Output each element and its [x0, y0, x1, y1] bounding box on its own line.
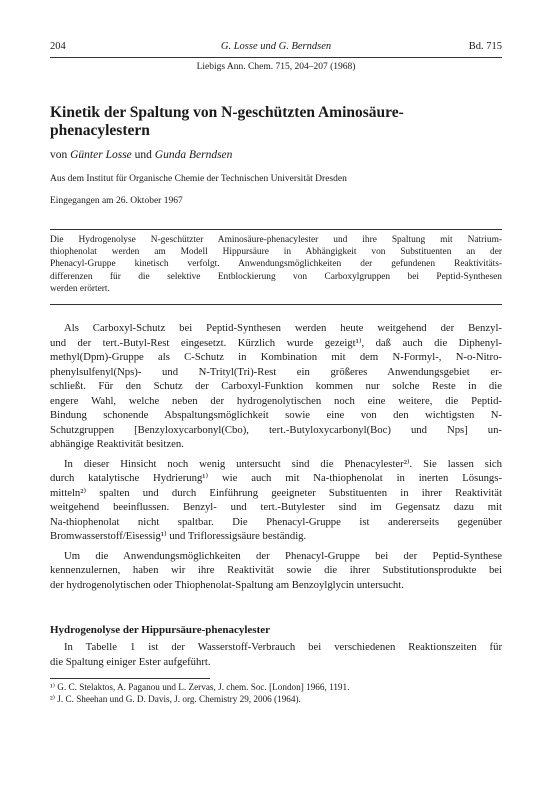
article-title	[50, 104, 502, 140]
abstract-line: Die Hydrogenolyse N-geschützter Aminosäure-phenacylester und ihre Spaltung mit Natrium-	[50, 235, 502, 245]
section-body	[50, 640, 502, 669]
paragraph-2	[50, 457, 502, 544]
body-line: kennenzulernen, haben wir ihre Reaktivität sowie die ihrer Substitutionsprodukte bei	[50, 564, 502, 576]
section-heading: Hydrogenolyse der Hippursäure-phenacylester	[50, 624, 270, 636]
author-1: Günter Losse	[70, 149, 132, 161]
footnote-2: ²⁾ J. C. Sheehan und G. D. Davis, J. org. Chemistry 29, 2006 (1964).	[50, 694, 301, 704]
body-line: Bromwasserstoff/Eisessig¹⁾ und Trifloressigsäure beständig.	[50, 530, 307, 542]
author-2: Gunda Berndsen	[154, 149, 233, 161]
journal-citation: Liebigs Ann. Chem. 715, 204–207 (1968)	[196, 62, 356, 72]
title-line-2: phenacylestern	[50, 122, 150, 139]
body-line: In Tabelle 1 ist der Wasserstoff-Verbrauch bei verschiedenen Reaktionszeiten für	[64, 641, 502, 653]
volume-label: Bd. 715	[468, 41, 502, 52]
body-line: durch katalytische Hydrierung¹⁾ wie auch mit Na-thiophenolat in inerten Lösungs-	[50, 472, 502, 484]
running-head-authors: G. Losse und G. Berndsen	[220, 41, 332, 52]
paragraph-1	[50, 321, 502, 452]
body-line: Um die Anwendungsmöglichkeiten der Phenacyl-Gruppe bei der Peptid-Synthese	[64, 549, 502, 562]
body-line: Als Carboxyl-Schutz bei Peptid-Synthesen werden heute weitgehend der Benzyl-	[64, 322, 502, 334]
body-line: Na-thiophenolat nicht spaltbar. Die Phenacyl-Gruppe ist andererseits gegenüber	[50, 515, 502, 528]
received-date: Eingegangen am 26. Oktober 1967	[50, 196, 183, 206]
body-line: weitgehend beeinflussen. Benzyl- und tert.-Butylester sind im Gegensatz dazu mit	[50, 501, 502, 513]
abstract-line: Phenacyl-Gruppe kinetisch verfolgt. Anwendungsmöglichkeiten der gefundenen Reaktivitäts-	[50, 259, 502, 270]
byline	[50, 149, 502, 161]
body-line: abhängige Reaktivität besitzen.	[50, 438, 184, 450]
abstract-line: thiophenolat werden am Modell Hippursäure in Abhängigkeit von Substituenten an der	[50, 247, 502, 258]
affiliation: Aus dem Institut für Organische Chemie der Technischen Universität Dresden	[50, 174, 347, 184]
byline-und: und	[134, 149, 152, 161]
body-line: engere Wahl, welche neben der hydrogenolytischen noch eine weitere, die Peptid-	[50, 394, 502, 407]
abstract-line: differenzen für die selektive Entblockierung von Carboxylgruppen bei Peptid-Synthesen	[50, 271, 502, 282]
body-line: phenylsulfenyl(Nps)- und N-Trityl(Tri)-Rest ein größeres Anwendungsgebiet er-	[50, 365, 502, 378]
abstract	[50, 234, 502, 295]
footnotes	[50, 681, 502, 705]
abstract-line: werden erörtert.	[50, 283, 110, 294]
abstract-rule-bottom	[50, 304, 502, 305]
paragraph-3	[50, 549, 502, 593]
body-line: Schutzgruppen [Benzyloxycarbonyl(Cbo), tert.-Butyloxycarbonyl(Boc) und Nps] un-	[50, 423, 502, 436]
body-line: Bindung schonende Abspaltungsmöglichkeit sowie eine von den wichtigsten N-	[50, 409, 502, 421]
article-body	[50, 321, 502, 597]
page-number: 204	[50, 41, 66, 52]
footnote-1: ¹⁾ G. C. Stelaktos, A. Paganou und L. Zervas, J. chem. Soc. [London] 1966, 1191.	[50, 682, 350, 692]
header-rule	[50, 57, 502, 58]
body-line: mitteln²⁾ spalten und durch Einführung geeigneter Substituenten in ihrer Reaktivität	[50, 486, 502, 499]
footnote-rule	[50, 678, 210, 679]
body-line: methyl(Dpm)-Gruppe als C-Schutz in Kombination mit dem N-Formyl-, N-o-Nitro-	[50, 351, 502, 363]
running-head	[50, 41, 502, 55]
body-line: In dieser Hinsicht noch wenig untersucht sind die Phenacylester²⁾. Sie lassen sich	[64, 457, 502, 470]
title-line-1: Kinetik der Spaltung von N-geschützten Aminosäure-	[50, 104, 404, 121]
body-line: und der tert.-Butyl-Rest eingesetzt. Kürzlich wurde gezeigt¹⁾, daß auch die Diphenyl-	[50, 336, 502, 349]
body-line: die Spaltung einiger Ester aufgeführt.	[50, 655, 211, 668]
body-line: der hydrogenolytischen oder Thiophenolat-Spaltung am Benzoylglycin untersucht.	[50, 578, 404, 591]
byline-von: von	[50, 149, 68, 161]
abstract-rule-top	[50, 229, 502, 230]
body-line: schließt. Für den Schutz der Carboxyl-Funktion kommen nur solche Reste in die	[50, 380, 502, 392]
